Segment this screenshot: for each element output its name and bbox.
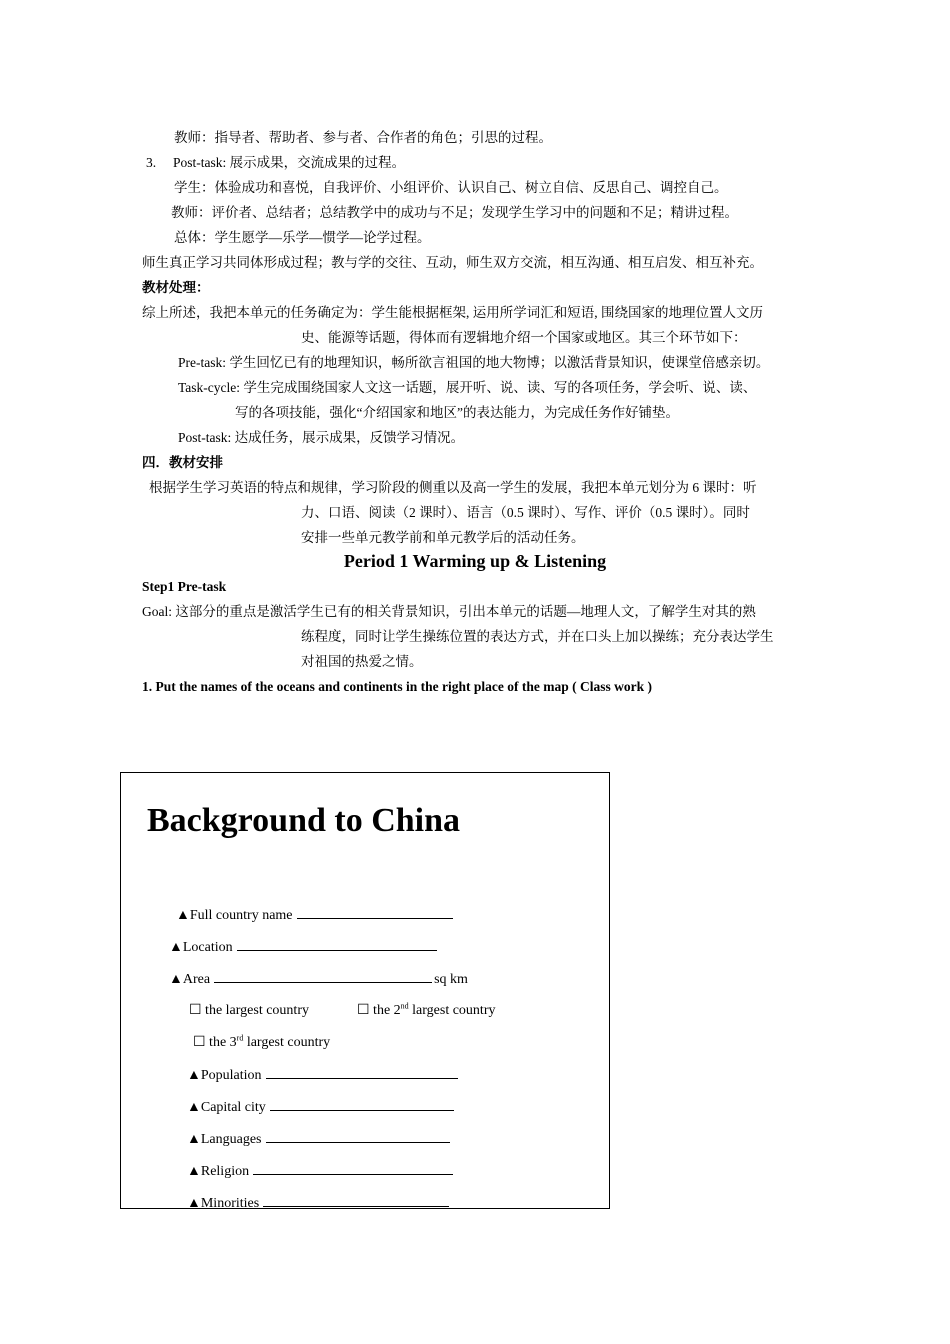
field-label: ▲Population [187,1068,262,1083]
text-line: Post-task: 展示成果，交流成果的过程。 [173,155,406,170]
text-line: 写的各项技能，强化“介绍国家和地区”的表达能力，为完成任务作好铺垫。 [235,405,679,420]
field-label: ▲Languages [187,1132,262,1147]
checkbox-label: ☐ the largest country [189,1003,309,1018]
text-line: 力、口语、阅读（2 课时）、语言（0.5 课时）、写作、评价（0.5 课时）。同时 [301,505,750,520]
worksheet-box [120,772,610,1209]
text-line: 学生：体验成功和喜悦，自我评价、小组评价、认识自己、树立自信、反思自己、调控自己。 [174,180,728,195]
text-line: Post-task: 达成任务，展示成果，反馈学习情况。 [178,430,465,445]
section-heading: 教材处理： [142,280,210,295]
checkbox-label-tail: largest country [408,1003,496,1018]
field-label: ▲Minorities [187,1196,260,1211]
field-label: ▲Area [169,972,211,987]
field-label: ▲Religion [187,1164,250,1179]
checkbox-second-largest[interactable] [357,1002,496,1020]
answer-blank[interactable] [253,1162,453,1175]
answer-blank[interactable] [214,970,432,983]
checkbox-label-tail: largest country [243,1035,331,1050]
field-religion [187,1162,453,1181]
checkbox-label: ☐ the 2 [357,1003,401,1018]
task-instruction: 1. Put the names of the oceans and continents in the right place of the map ( Class work ) [142,679,652,694]
field-minorities [187,1194,449,1213]
text-line: 综上所述，我把本单元的任务确定为：学生能根据框架, 运用所学词汇和短语, 围绕国家的地理位置人文历 [142,305,763,320]
answer-blank[interactable] [237,938,437,951]
text-line: 练程度，同时让学生操练位置的表达方式，并在口头上加以操练；充分表达学生 [301,629,774,644]
text-line: 根据学生学习英语的特点和规律，学习阶段的侧重以及高一学生的发展，我把本单元划分为 6 课时：听 [149,480,757,495]
answer-blank[interactable] [270,1098,454,1111]
field-languages [187,1130,450,1149]
answer-blank[interactable] [266,1130,450,1143]
field-label: ▲Full country name [176,908,293,923]
field-label: ▲Capital city [187,1100,266,1115]
step-heading: Step1 Pre-task [142,579,227,594]
ordinal-suffix: rd [236,1033,244,1043]
field-area [169,970,468,989]
text-line: 师生真正学习共同体形成过程；教与学的交往、互动，师生双方交流，相互沟通、相互启发、相互补充。 [142,255,763,270]
text-line: 对祖国的热爱之情。 [301,654,423,669]
text-line: 史、能源等话题，得体而有逻辑地介绍一个国家或地区。其三个环节如下： [301,330,747,345]
field-label: ▲Location [169,940,233,955]
text-line: 教师：评价者、总结者；总结教学中的成功与不足；发现学生学习中的问题和不足；精讲过程。 [171,205,738,220]
section-heading: 四．教材安排 [142,455,223,470]
field-full-country-name [176,906,453,925]
text-line: Task-cycle: 学生完成围绕国家人文这一话题，展开听、说、读、写的各项任务，学会听、说、读、 [178,380,757,395]
checkbox-third-largest[interactable] [193,1034,330,1052]
text-line: 安排一些单元教学前和单元教学后的活动任务。 [301,530,585,545]
period-title: Period 1 Warming up & Listening [343,551,607,571]
field-population [187,1066,458,1085]
worksheet-title: Background to China [147,802,461,839]
text-line: Pre-task: 学生回忆已有的地理知识，畅所欲言祖国的地大物博；以激活背景知识，使课堂倍感亲切。 [178,355,770,370]
text-line: Goal: 这部分的重点是激活学生已有的相关背景知识，引出本单元的话题—地理人文，了解学生对其的熟 [142,604,756,619]
checkbox-label: ☐ the 3 [193,1035,237,1050]
list-number: 3. [146,155,157,170]
unit-label: sq km [434,972,468,987]
answer-blank[interactable] [266,1066,458,1079]
answer-blank[interactable] [263,1194,449,1207]
field-location [169,938,437,957]
checkbox-largest[interactable] [189,1002,309,1020]
text-line: 教师：指导者、帮助者、参与者、合作者的角色；引思的过程。 [174,130,552,145]
field-capital-city [187,1098,454,1117]
text-line: 总体：学生愿学—乐学—惯学—论学过程。 [174,230,431,245]
ordinal-suffix: nd [400,1001,409,1011]
answer-blank[interactable] [297,906,453,919]
